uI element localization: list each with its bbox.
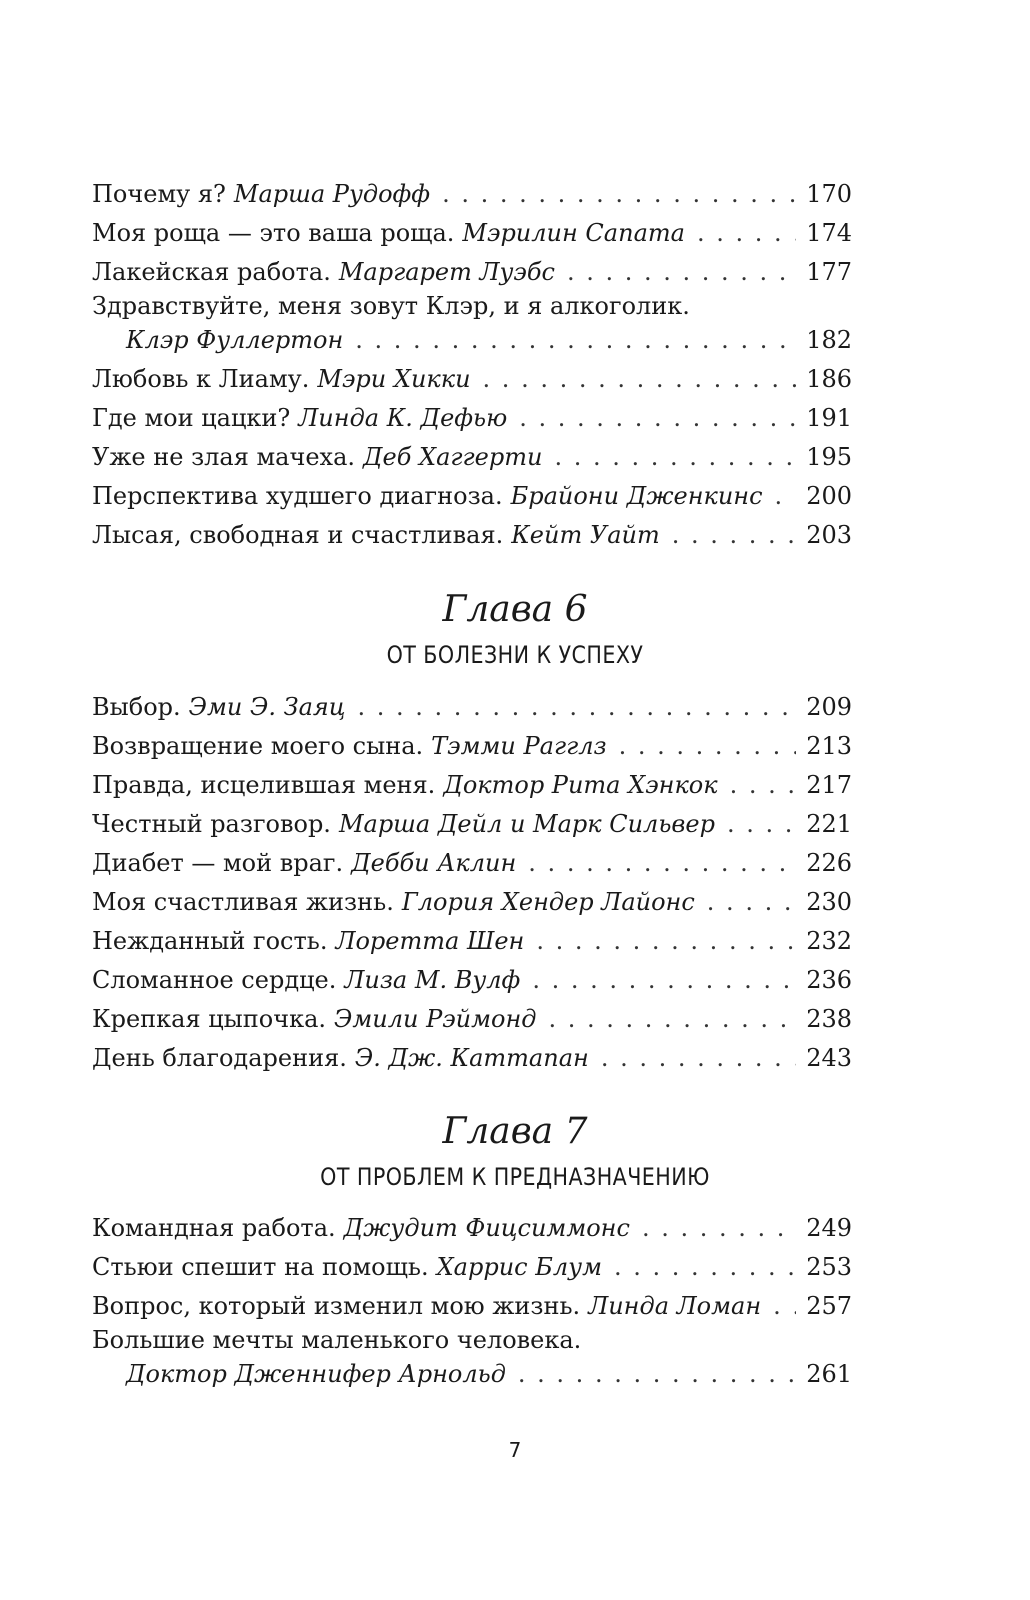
entry-title: Здравствуйте, меня зовут Клэр, и я алкоголик. (92, 292, 690, 320)
entry-author: Э. Дж. Каттапан (354, 1044, 589, 1072)
entry-title: Любовь к Лиаму. (92, 365, 310, 393)
toc-entry (92, 516, 852, 555)
toc-entry (92, 727, 852, 766)
toc-entry (92, 399, 852, 438)
toc-section-top (92, 175, 852, 555)
entry-title: Лысая, свободная и счастливая. (92, 521, 504, 549)
entry-page-number: 226 (806, 849, 852, 877)
toc-section-chapter-7 (92, 1209, 852, 1394)
page-number: 7 (508, 1438, 522, 1462)
entry-title: Диабет — мой враг. (92, 849, 344, 877)
entry-page-number: 232 (806, 927, 852, 955)
entry-title: День благодарения. (92, 1044, 347, 1072)
entry-title: Уже не злая мачеха. (92, 443, 356, 471)
entry-page-number: 230 (806, 888, 852, 916)
toc-entry (92, 883, 852, 922)
entry-title: Крепкая цыпочка. (92, 1005, 326, 1033)
entry-page-number: 257 (806, 1292, 852, 1320)
entry-page-number: 249 (806, 1214, 852, 1242)
entry-page-number: 203 (806, 521, 852, 549)
entry-title: Моя роща — это ваша роща. (92, 219, 455, 247)
entry-author: Тэмми Рагглз (431, 732, 607, 760)
entry-page-number: 261 (806, 1360, 852, 1388)
toc-entry (92, 175, 852, 214)
chapter-6-heading (0, 588, 1030, 670)
toc-section-chapter-6 (92, 688, 852, 1078)
entry-author: Брайони Дженкинс (510, 482, 763, 510)
entry-author: Деб Хаггерти (363, 443, 543, 471)
entry-author: Мэрилин Сапата (462, 219, 685, 247)
entry-page-number: 200 (806, 482, 852, 510)
entry-page-number: 238 (806, 1005, 852, 1033)
toc-entry (92, 253, 852, 292)
toc-entry (92, 438, 852, 477)
toc-entry (92, 961, 852, 1000)
leader-dots (355, 321, 796, 360)
toc-entry (92, 1248, 852, 1287)
entry-page-number: 191 (806, 404, 852, 432)
entry-author: Доктор Рита Хэнкок (443, 771, 718, 799)
leader-dots (730, 766, 797, 805)
chapter-7-heading (0, 1110, 1030, 1192)
leader-dots (773, 1287, 796, 1326)
toc-entry (92, 360, 852, 399)
entry-title: Лакейская работа. (92, 258, 331, 286)
entry-title: Нежданный гость. (92, 927, 328, 955)
leader-dots (528, 844, 796, 883)
entry-title: Стьюи спешит на помощь. (92, 1253, 429, 1281)
entry-title: Где мои цацки? (92, 404, 291, 432)
entry-page-number: 186 (806, 365, 852, 393)
toc-entry (92, 688, 852, 727)
leader-dots (549, 1000, 797, 1039)
entry-title: Большие мечты маленького человека. (92, 1326, 582, 1354)
toc-entry (92, 1287, 852, 1326)
entry-title: Правда, исцелившая меня. (92, 771, 436, 799)
leader-dots (519, 399, 796, 438)
chapter-label: Глава 6 (442, 589, 588, 630)
entry-page-number: 253 (806, 1253, 852, 1281)
entry-title: Командная работа. (92, 1214, 336, 1242)
toc-entry (92, 1209, 852, 1248)
entry-author: Глория Хендер Лайонс (401, 888, 695, 916)
entry-page-number: 195 (806, 443, 852, 471)
entry-author: Лиза М. Вулф (344, 966, 521, 994)
leader-dots (536, 922, 796, 961)
entry-author: Линда Ломан (588, 1292, 762, 1320)
entry-author: Клэр Фуллертон (126, 326, 344, 354)
chapter-label: Глава 7 (442, 1111, 588, 1152)
leader-dots (518, 1355, 796, 1394)
entry-title: Вопрос, который изменил мою жизнь. (92, 1292, 581, 1320)
leader-dots (554, 438, 796, 477)
leader-dots (707, 883, 796, 922)
entry-author: Маргарет Луэбс (338, 258, 555, 286)
entry-title: Выбор. (92, 693, 181, 721)
leader-dots (672, 516, 796, 555)
entry-author: Марша Рудофф (233, 180, 431, 208)
entry-page-number: 182 (806, 326, 852, 354)
toc-entry (92, 805, 852, 844)
entry-title: Честный разговор. (92, 810, 331, 838)
entry-title: Моя счастливая жизнь. (92, 888, 394, 916)
chapter-title: ОТ ПРОБЛЕМ К ПРЕДНАЗНАЧЕНИЮ (320, 1163, 710, 1191)
leader-dots (619, 727, 797, 766)
toc-entry (92, 292, 852, 360)
entry-page-number: 174 (806, 219, 852, 247)
entry-page-number: 209 (806, 693, 852, 721)
toc-entry (92, 766, 852, 805)
leader-dots (614, 1248, 796, 1287)
entry-page-number: 217 (806, 771, 852, 799)
chapter-title: ОТ БОЛЕЗНИ К УСПЕХУ (386, 641, 644, 669)
entry-page-number: 236 (806, 966, 852, 994)
entry-page-number: 213 (806, 732, 852, 760)
leader-dots (775, 477, 797, 516)
entry-author: Эми Э. Заяц (188, 693, 346, 721)
leader-dots (601, 1039, 796, 1078)
leader-dots (483, 360, 797, 399)
entry-title: Перспектива худшего диагноза. (92, 482, 503, 510)
toc-entry (92, 1326, 852, 1394)
leader-dots (442, 175, 796, 214)
entry-author: Эмили Рэймонд (334, 1005, 537, 1033)
leader-dots (697, 214, 796, 253)
entry-author: Кейт Уайт (511, 521, 660, 549)
entry-title: Сломанное сердце. (92, 966, 337, 994)
leader-dots (727, 805, 796, 844)
toc-entry (92, 477, 852, 516)
leader-dots (567, 253, 796, 292)
leader-dots (642, 1209, 796, 1248)
entry-author: Харрис Блум (436, 1253, 602, 1281)
entry-author: Джудит Фицсиммонс (343, 1214, 630, 1242)
toc-entry (92, 1000, 852, 1039)
entry-author: Марша Дейл и Марк Сильвер (338, 810, 715, 838)
entry-page-number: 221 (806, 810, 852, 838)
entry-page-number: 177 (806, 258, 852, 286)
leader-dots (532, 961, 796, 1000)
entry-author: Мэри Хикки (317, 365, 471, 393)
entry-author: Линда К. Дефью (298, 404, 508, 432)
leader-dots (358, 688, 797, 727)
toc-entry (92, 1039, 852, 1078)
entry-author: Дебби Аклин (351, 849, 517, 877)
entry-page-number: 243 (806, 1044, 852, 1072)
entry-title: Почему я? (92, 180, 226, 208)
entry-author: Лоретта Шен (335, 927, 525, 955)
entry-author: Доктор Дженнифер Арнольд (126, 1360, 506, 1388)
toc-entry (92, 922, 852, 961)
entry-page-number: 170 (806, 180, 852, 208)
toc-entry (92, 844, 852, 883)
entry-title: Возвращение моего сына. (92, 732, 424, 760)
toc-entry (92, 214, 852, 253)
